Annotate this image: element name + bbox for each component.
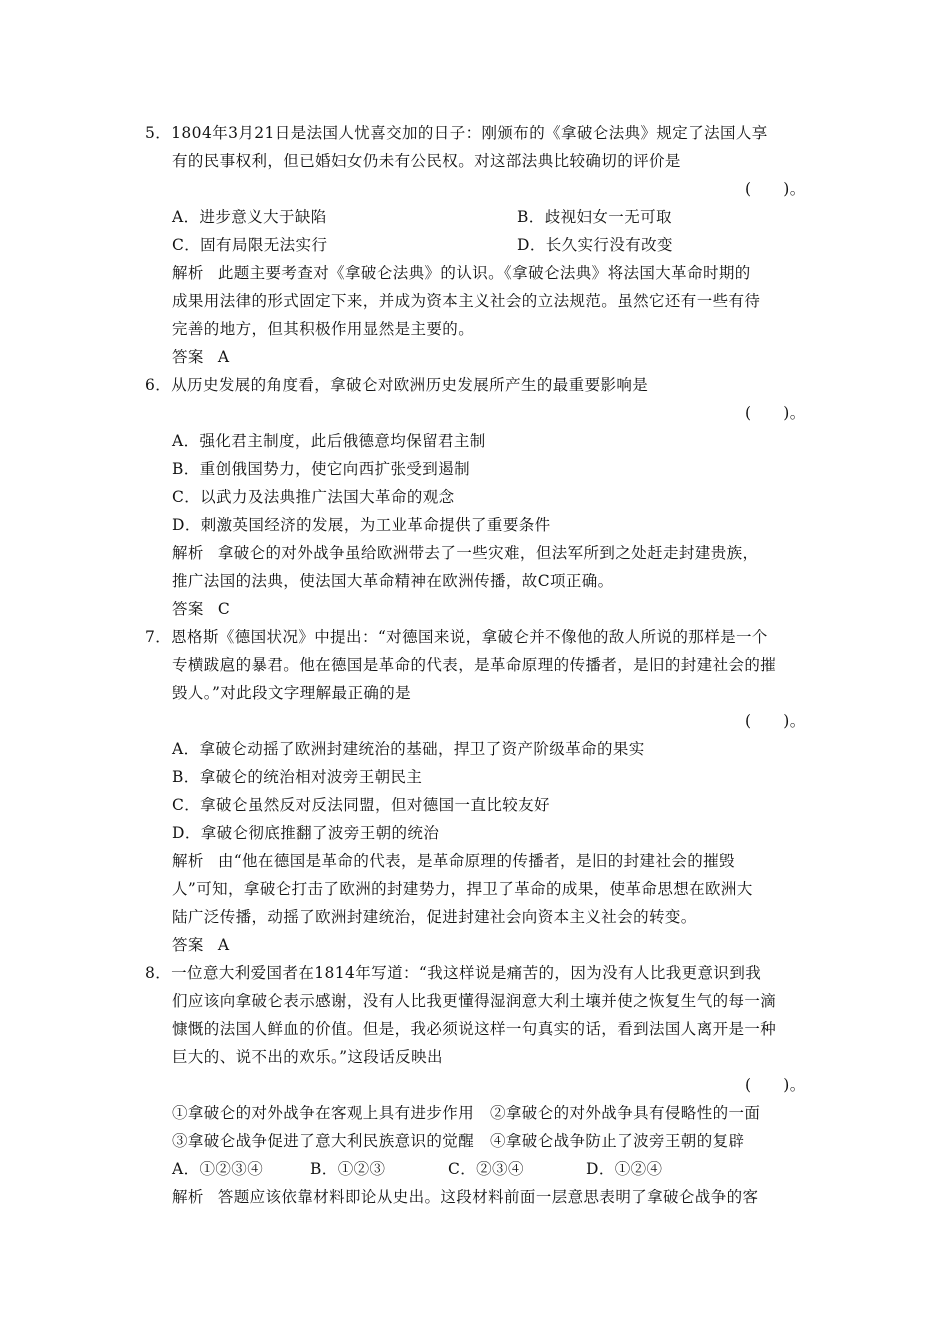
q5-answer-line [172,347,229,367]
q5-option-b: B．歧视妇女一无可取 [517,208,672,226]
q6-stem-line-1: 6．从历史发展的角度看，拿破仑对欧洲历史发展所产生的最重要影响是 [145,376,649,394]
q8-statements-line-2: ③拿破仑战争促进了意大利民族意识的觉醒 ④拿破仑战争防止了波旁王朝的复辟 [172,1132,745,1150]
q7-analysis-line-2: 人”可知，拿破仑打击了欧洲的封建势力，捍卫了革命的成果，使革命思想在欧洲大 [172,880,753,898]
q6-option-d: D．刺激英国经济的发展，为工业革命提供了重要条件 [172,516,551,534]
q5-analysis-label: 解析 [172,264,204,282]
q5-answer-bracket: ( )。 [745,180,806,198]
q7-option-d: D．拿破仑彻底推翻了波旁王朝的统治 [172,824,440,842]
q6-analysis-line-1 [172,543,758,563]
q7-analysis-line-3: 陆广泛传播，动摇了欧洲封建统治，促进封建社会向资本主义社会的转变。 [172,908,697,926]
q6-option-c: C．以武力及法典推广法国大革命的观念 [172,488,455,506]
q7-option-b: B．拿破仑的统治相对波旁王朝民主 [172,768,423,786]
q6-option-b: B．重创俄国势力，使它向西扩张受到遏制 [172,460,470,478]
q8-stem-line-4: 巨大的、说不出的欢乐。”这段话反映出 [172,1048,443,1066]
q7-stem-line-3: 毁人。”对此段文字理解最正确的是 [172,684,412,702]
q8-options-line [172,1159,662,1179]
q8-stem-line-2: 们应该向拿破仑表示感谢，没有人比我更懂得湿润意大利土壤并使之恢复生气的每一滴 [172,992,777,1010]
q8-stem-line-1: 8．一位意大利爱国者在1814年写道：“我这样说是痛苦的，因为没有人比我更意识到我 [145,964,762,982]
q8-statements-line-1: ①拿破仑的对外战争在客观上具有进步作用 ②拿破仑的对外战争具有侵略性的一面 [172,1104,761,1122]
q6-answer-value: C [217,600,231,618]
q7-analysis-label: 解析 [172,852,204,870]
q5-stem-line-1: 5．1804年3月21日是法国人忧喜交加的日子：刚颁布的《拿破仑法典》规定了法国人享 [145,124,768,142]
q7-option-a: A．拿破仑动摇了欧洲封建统治的基础，捍卫了资产阶级革命的果实 [172,740,645,758]
q6-answer-line [172,599,230,619]
q5-option-c: C．固有局限无法实行 [172,236,328,254]
q7-stem-line-2: 专横跋扈的暴君。他在德国是革命的代表，是革命原理的传播者，是旧的封建社会的摧 [172,656,777,674]
q6-analysis-label: 解析 [172,544,204,562]
q8-analysis-text-1: 答题应该依靠材料即论从史出。这段材料前面一层意思表明了拿破仑战争的客 [217,1188,759,1206]
q5-stem-line-2: 有的民事权利，但已婚妇女仍未有公民权。对这部法典比较确切的评价是 [172,152,681,170]
q5-option-d: D．长久实行没有改变 [517,236,673,254]
q8-answer-bracket: ( )。 [745,1076,806,1094]
q7-answer-label: 答案 [172,936,204,954]
q7-answer-line [172,935,229,955]
q8-analysis-line-1 [172,1187,758,1207]
q6-answer-label: 答案 [172,600,204,618]
q7-analysis-text-1: 由“他在德国是革命的代表，是革命原理的传播者，是旧的封建社会的摧毁 [217,852,735,870]
q5-analysis-text-1: 此题主要考查对《拿破仑法典》的认识。《拿破仑法典》将法国大革命时期的 [217,264,751,282]
q5-answer-label: 答案 [172,348,204,366]
q6-analysis-line-2: 推广法国的法典，使法国大革命精神在欧洲传播，故C项正确。 [172,572,614,590]
q5-analysis-line-3: 完善的地方，但其积极作用显然是主要的。 [172,320,475,338]
q8-analysis-label: 解析 [172,1188,204,1206]
q8-stem-line-3: 慷慨的法国人鲜血的价值。但是，我必须说这样一句真实的话，看到法国人离开是一种 [172,1020,777,1038]
q7-option-c: C．拿破仑虽然反对反法同盟，但对德国一直比较友好 [172,796,550,814]
q6-analysis-text-1: 拿破仑的对外战争虽给欧洲带去了一些灾难，但法军所到之处赶走封建贵族， [217,544,759,562]
q7-answer-value: A [217,936,230,954]
q7-analysis-line-1 [172,851,735,871]
q8-option-d: D．①②④ [586,1160,663,1178]
q6-answer-bracket: ( )。 [745,404,806,422]
q5-analysis-line-2: 成果用法律的形式固定下来，并成为资本主义社会的立法规范。虽然它还有一些有待 [172,292,761,310]
q7-stem-line-1: 7．恩格斯《德国状况》中提出：“对德国来说，拿破仑并不像他的敌人所说的那样是一个 [145,628,768,646]
q8-option-c: C．②③④ [448,1160,524,1178]
q5-answer-value: A [217,348,230,366]
q8-option-b: B．①②③ [310,1160,386,1178]
q6-option-a: A．强化君主制度，此后俄德意均保留君主制 [172,432,486,450]
q7-answer-bracket: ( )。 [745,712,806,730]
q5-analysis-line-1 [172,263,751,283]
q8-option-a: A．①②③④ [172,1160,264,1178]
q5-option-a: A．进步意义大于缺陷 [172,208,327,226]
